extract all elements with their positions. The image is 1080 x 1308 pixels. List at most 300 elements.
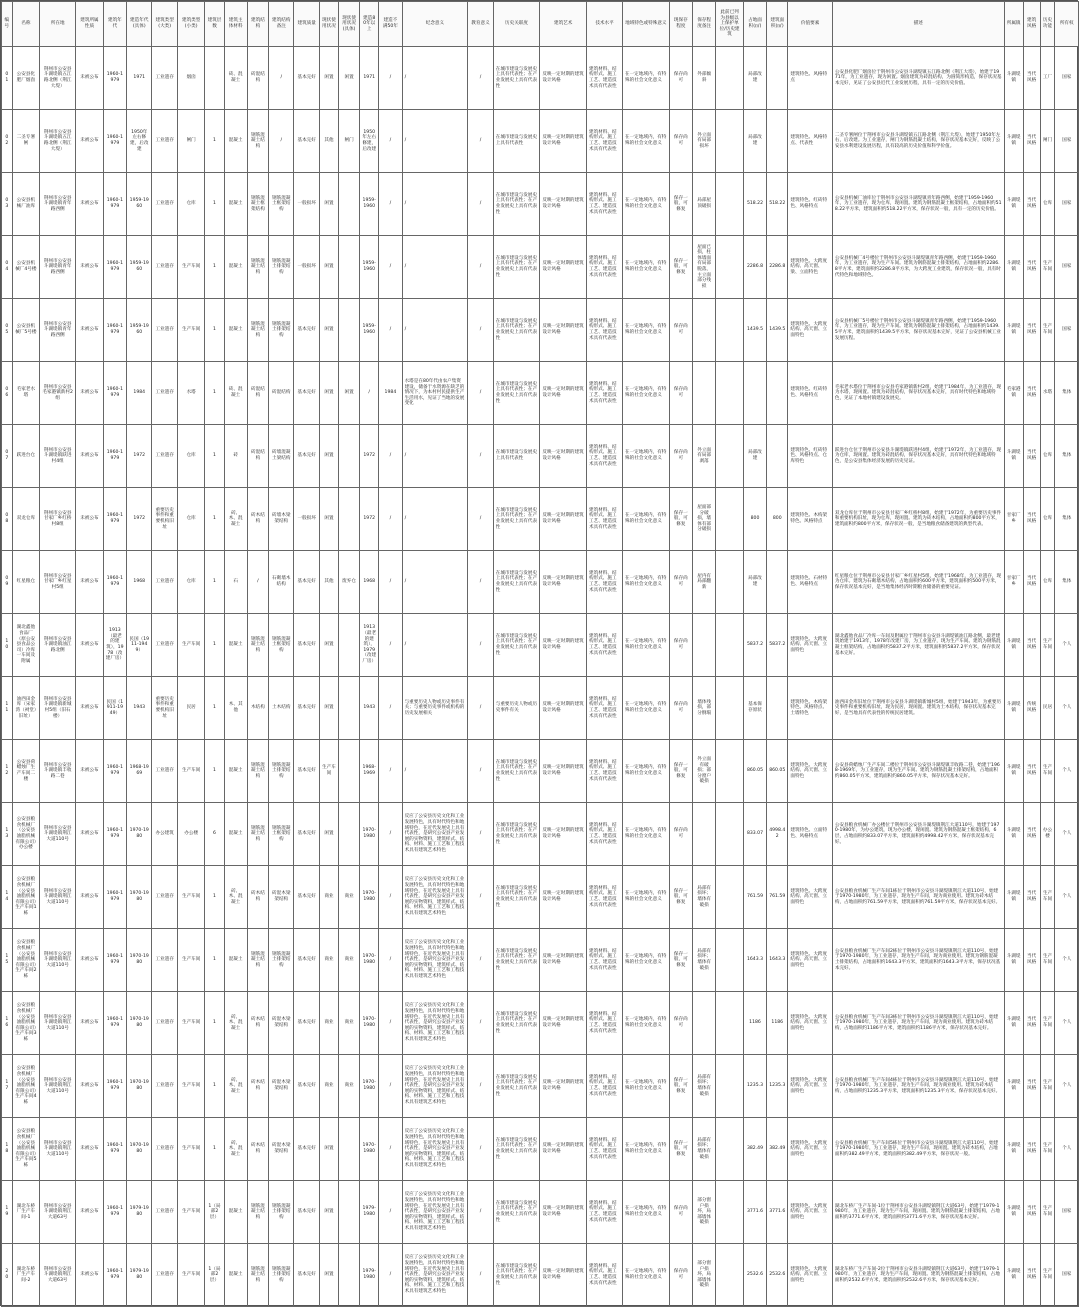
cell-orig[interactable]: 工业遗存 (152, 236, 177, 299)
cell-land[interactable]: 局部改建 (743, 47, 766, 110)
cell-cur[interactable]: 生产车间 (177, 236, 205, 299)
cell-era[interactable]: 1960-1979 (103, 173, 126, 236)
cell-style[interactable]: 当代风格 (1023, 1055, 1040, 1118)
cell-hist[interactable]: 在城市建设与发展史上具有代表性；在产业发展史上具有代表性 (493, 1244, 540, 1307)
cell-util[interactable] (716, 929, 744, 992)
cell-strn[interactable]: 钢筋混凝土排架结构 (269, 929, 294, 992)
cell-own[interactable]: 个人 (1055, 614, 1079, 677)
cell-no[interactable]: 07 (2, 425, 13, 488)
column-header[interactable]: 所属镇 (1004, 2, 1023, 47)
cell-orig[interactable]: 工业遗存 (152, 992, 177, 1055)
cell-usest[interactable] (338, 1244, 359, 1307)
cell-no[interactable]: 02 (2, 110, 13, 173)
cell-orig[interactable]: 工业遗存 (152, 425, 177, 488)
cell-reg[interactable]: 在一定地域内，有特殊的社会文化意义 (623, 1181, 670, 1244)
cell-util[interactable] (716, 866, 744, 929)
cell-tech[interactable]: 建筑材料、结构形式、施工工艺、建造技术具有代表性 (587, 614, 623, 677)
cell-evt[interactable]: 反应了公安县历史文化和工业发展特色，具有时代特色和地域特色，在近代发展史上具有代表性，是研究公安县产业发展的实物资料，建筑样式、结构、材料、施工工艺和工程技术具有建筑艺术特色 (402, 1244, 468, 1307)
cell-land[interactable]: 382.49 (743, 1118, 766, 1181)
cell-type[interactable]: 未被公布 (76, 362, 104, 425)
cell-tech[interactable]: 建筑材料、结构形式、施工工艺、建造技术具有代表性 (587, 1244, 623, 1307)
cell-art[interactable]: 反映一定时期的建筑设计风格 (540, 1055, 587, 1118)
cell-cnt[interactable]: 1（局部2层） (205, 1181, 224, 1244)
cell-tech[interactable]: 建筑材料、结构形式、施工工艺、建造技术具有代表性 (587, 551, 623, 614)
cell-desc[interactable]: 跃进台仓位于荆州市公安县斗湖堤镇跃进村4组，始建于1972年，为工业遗存，现为仓库，现闲置。建筑为砖混结构，保存状况基本完好，具有时代特色和地域特色，是公安县集体经济发展的历史见证。 (832, 425, 1004, 488)
cell-style[interactable]: 当代风格 (1023, 866, 1040, 929)
cell-strn[interactable]: 砖墙混凝土梁结构 (269, 425, 294, 488)
cell-util[interactable] (716, 1181, 744, 1244)
cell-year[interactable]: 1968-1969 (127, 740, 152, 803)
cell-own[interactable]: 国家 (1055, 110, 1079, 173)
column-header[interactable]: 现状使用状况(具体) (338, 2, 359, 47)
cell-loc[interactable]: 荆州市公安县斗湖堤镇青年路西侧 (40, 299, 76, 362)
cell-land[interactable]: 3771.6 (743, 1181, 766, 1244)
cell-usest[interactable]: 商业 (338, 866, 359, 929)
cell-era[interactable]: 1960-1979 (103, 362, 126, 425)
cell-str[interactable]: 砖混结构 (247, 47, 268, 110)
cell-evt[interactable]: / (402, 551, 468, 614)
cell-style[interactable]: 传统风格 (1023, 677, 1040, 740)
cell-util[interactable] (716, 362, 744, 425)
cell-orig[interactable]: 工业遗存 (152, 110, 177, 173)
cell-own[interactable]: 个人 (1055, 866, 1079, 929)
cell-evt[interactable]: 反应了公安县历史文化和工业发展特色，具有时代特色和地域特色，在近代发展史上具有代表性，是研究公安县产业发展的实物资料，建筑样式、结构、材料、施工工艺和工程技术具有建筑艺术特色 (402, 1055, 468, 1118)
cell-cnt[interactable]: 1 (205, 362, 224, 425)
cell-land[interactable]: 2286.8 (743, 236, 766, 299)
cell-use[interactable]: 闲置 (319, 362, 338, 425)
cell-qual[interactable]: 基本完好 (294, 110, 319, 173)
cell-reg[interactable]: 在一定地域内，有特殊的社会文化意义 (623, 992, 670, 1055)
cell-reg[interactable]: 在一定地域内，有特殊的社会文化意义 (623, 236, 670, 299)
cell-usest[interactable] (338, 740, 359, 803)
cell-cnt[interactable]: 1 (205, 929, 224, 992)
cell-val[interactable]: 建筑特色、大跨度结构、高天窗、立面特色 (788, 866, 833, 929)
cell-b80[interactable]: 1972 (360, 488, 379, 551)
column-header[interactable]: 历史功能 (1040, 2, 1055, 47)
cell-prot[interactable]: 部分窗户损坏，局部墙体破损 (692, 1181, 715, 1244)
cell-town[interactable]: 斗湖堤镇 (1004, 803, 1023, 866)
table-row[interactable] (2, 992, 1079, 1055)
cell-a50[interactable]: / (379, 488, 402, 551)
cell-a50[interactable]: / (379, 236, 402, 299)
cell-util[interactable] (716, 173, 744, 236)
cell-cnt[interactable]: 1 (205, 740, 224, 803)
cell-type[interactable]: 未被公布 (76, 173, 104, 236)
cell-year[interactable]: 1984 (127, 362, 152, 425)
cell-prot[interactable]: 部分窗户损坏，局部墙体破损 (692, 1244, 715, 1307)
cell-edu[interactable]: / (468, 1118, 493, 1181)
cell-edu[interactable]: / (468, 992, 493, 1055)
cell-style[interactable]: 当代风格 (1023, 1118, 1040, 1181)
column-header[interactable]: 建筑年代 (103, 2, 126, 47)
column-header[interactable]: 此前已列为县级以上保护单位/历史建筑 (716, 2, 744, 47)
cell-orig[interactable]: 工业遗存 (152, 1244, 177, 1307)
cell-desc[interactable]: 公安县机械厂5号楼位于荆州市公安县斗湖堤镇青年路西侧，始建于1959-1960年，为工业遗存，现为生产车间。建筑为钢筋混凝土排架结构，占地面积约1439.5平方米，建筑面积约1439.5平方米，保存状况基本完好，见证了公安县机械工业发展历程。 (832, 299, 1004, 362)
cell-year[interactable]: 1959-1960 (127, 173, 152, 236)
cell-edu[interactable]: / (468, 425, 493, 488)
cell-reg[interactable]: 在一定地域内，有特殊的社会文化意义 (623, 929, 670, 992)
cell-own[interactable]: 集体 (1055, 362, 1079, 425)
cell-val[interactable]: 建筑特色、立面特色、风格特点 (788, 803, 833, 866)
cell-qual[interactable]: 基本完好 (294, 1244, 319, 1307)
cell-util[interactable] (716, 488, 744, 551)
cell-town[interactable]: 斗湖堤镇 (1004, 299, 1023, 362)
cell-util[interactable] (716, 110, 744, 173)
cell-func[interactable]: 办公楼 (1040, 803, 1055, 866)
cell-reg[interactable]: 在一定地域内，有特殊的社会文化意义 (623, 1118, 670, 1181)
cell-name[interactable]: 红星粮仓 (12, 551, 40, 614)
cell-prot[interactable] (692, 614, 715, 677)
cell-edu[interactable]: / (468, 1181, 493, 1244)
cell-a50[interactable]: / (379, 551, 402, 614)
cell-strn[interactable]: 砖混木梁架结构 (269, 1118, 294, 1181)
cell-cnt[interactable]: 1 (205, 173, 224, 236)
cell-util[interactable] (716, 425, 744, 488)
cell-str[interactable]: 砖木结构 (247, 866, 268, 929)
table-row[interactable] (2, 803, 1079, 866)
cell-use[interactable]: 闲置 (319, 425, 338, 488)
cell-cur[interactable]: 烟囱 (177, 47, 205, 110)
cell-desc[interactable]: 油西田金库旧址位于荆州市公安县斗湖堤镇新城村5组，始建于1943年，为重要历史事件和重要机构旧址，现为民居，现闲置。建筑为土木结构，保存状况基本完好，是当地具有代表性的传统民居建筑。 (832, 677, 1004, 740)
cell-cnt[interactable]: 1 (205, 551, 224, 614)
cell-state[interactable]: 保存尚可 (669, 1244, 692, 1307)
cell-b80[interactable]: 1968 (360, 551, 379, 614)
cell-era[interactable]: 1960-1979 (103, 1118, 126, 1181)
cell-str[interactable]: 钢筋混凝土结构 (247, 803, 268, 866)
cell-cnt[interactable]: 1（局部2层） (205, 1244, 224, 1307)
cell-cnt[interactable]: 1 (205, 488, 224, 551)
cell-str[interactable]: 钢筋混凝土结构 (247, 236, 268, 299)
cell-art[interactable]: 反映一定时期的建筑设计风格 (540, 47, 587, 110)
cell-orig[interactable]: 办公建筑 (152, 803, 177, 866)
table-row[interactable] (2, 236, 1079, 299)
cell-a50[interactable]: / (379, 929, 402, 992)
cell-land[interactable]: 局部改建 (743, 551, 766, 614)
cell-cur[interactable]: 生产车间 (177, 1244, 205, 1307)
column-header[interactable]: 建筑结构 (247, 2, 268, 47)
cell-reg[interactable]: 在一定地域内，有特殊的社会文化意义 (623, 1244, 670, 1307)
cell-use[interactable]: 闲置 (319, 236, 338, 299)
cell-val[interactable]: 建筑特色、大跨度结构、高天窗、立面特色 (788, 614, 833, 677)
cell-hist[interactable]: 在城市建设与发展史上具有代表性；在产业发展史上具有代表性 (493, 551, 540, 614)
cell-loc[interactable]: 荆州市公安县毛家港镇新村2组 (40, 362, 76, 425)
cell-style[interactable]: 当代风格 (1023, 47, 1040, 110)
cell-year[interactable]: 1972 (127, 488, 152, 551)
cell-state[interactable]: 保存尚可 (669, 110, 692, 173)
cell-no[interactable]: 08 (2, 488, 13, 551)
cell-barea[interactable] (767, 551, 788, 614)
cell-town[interactable]: 甘家厂乡 (1004, 488, 1023, 551)
cell-use[interactable]: 闲置 (319, 173, 338, 236)
cell-strn[interactable]: 钢筋混凝土框架结构 (269, 614, 294, 677)
cell-own[interactable]: 集体 (1055, 425, 1079, 488)
cell-own[interactable]: 国家 (1055, 236, 1079, 299)
cell-str[interactable]: 木结构 (247, 677, 268, 740)
cell-func[interactable]: 生产车间 (1040, 614, 1055, 677)
cell-loc[interactable]: 荆州市公安县斗湖堤镇五江路北侧（荆江大堤） (40, 110, 76, 173)
cell-name[interactable]: 湖北鑫他食品厂（原公安县食品公司）冷库一车间及附属 (12, 614, 40, 677)
cell-art[interactable]: 反映一定时期的建筑设计风格 (540, 614, 587, 677)
cell-cur[interactable]: 办公楼 (177, 803, 205, 866)
cell-era[interactable]: 1960-1979 (103, 929, 126, 992)
cell-tech[interactable]: 建筑材料、结构形式、施工工艺、建造技术具有代表性 (587, 992, 623, 1055)
cell-loc[interactable]: 荆州市公安县斗湖堤镇丰收路二巷 (40, 740, 76, 803)
cell-b80[interactable]: 1970-1980 (360, 929, 379, 992)
cell-loc[interactable]: 荆州市公安县斗湖堤镇荆江大道63号 (40, 1181, 76, 1244)
cell-str[interactable]: 砖木结构 (247, 488, 268, 551)
cell-no[interactable]: 15 (2, 929, 13, 992)
cell-desc[interactable]: 湖北车桥厂生产车间-2位于荆州市公安县斗湖堤镇荆江大道63号，始建于1979-1980年，为工业遗存，现为生产车间，现闲置。建筑为钢筋混凝土排架结构，占地面积约2532.6平方米，建筑面积约2532.6平方米，保存状况基本完好。 (832, 1244, 1004, 1307)
cell-usest[interactable]: 商业 (338, 1055, 359, 1118)
cell-name[interactable]: 公安县机械厂5号楼 (12, 299, 40, 362)
cell-type[interactable]: 未被公布 (76, 1118, 104, 1181)
cell-util[interactable] (716, 47, 744, 110)
cell-type[interactable]: 未被公布 (76, 425, 104, 488)
cell-desc[interactable]: 公安县粮食机械厂生产车间2栋位于荆州市公安县斗湖堤镇荆江大道110号，始建于1970-1980年，为工业遗存，现为生产车间，现为商业使用。建筑为钢筋混凝土排架结构，占地面积约1643.3平方米，建筑面积约1643.3平方米，保存状况基本完好。 (832, 929, 1004, 992)
cell-mat[interactable]: 混凝土 (224, 299, 247, 362)
cell-land[interactable] (743, 362, 766, 425)
cell-art[interactable]: 反映一定时期的建筑设计风格 (540, 740, 587, 803)
cell-orig[interactable]: 工业遗存 (152, 299, 177, 362)
cell-type[interactable]: 未被公布 (76, 929, 104, 992)
cell-val[interactable]: 建筑特色、大跨度结构、高天窗、立面特色 (788, 1181, 833, 1244)
cell-loc[interactable]: 荆州市公安县斗湖堤镇新城村5组（旧石楼） (40, 677, 76, 740)
cell-art[interactable]: 反映一定时期的建筑设计风格 (540, 1118, 587, 1181)
table-row[interactable] (2, 488, 1079, 551)
cell-loc[interactable]: 荆州市公安县斗湖堤镇荆江大道110号 (40, 866, 76, 929)
cell-val[interactable]: 建筑特色、大跨度结构、高天窗、立面特色 (788, 1118, 833, 1181)
cell-a50[interactable]: / (379, 866, 402, 929)
cell-mat[interactable]: 混凝土 (224, 614, 247, 677)
cell-evt[interactable]: / (402, 299, 468, 362)
cell-reg[interactable]: 在一定地域内，有特殊的社会文化意义 (623, 299, 670, 362)
cell-own[interactable]: 个人 (1055, 1118, 1079, 1181)
cell-usest[interactable] (338, 803, 359, 866)
cell-type[interactable]: 未被公布 (76, 1055, 104, 1118)
cell-tech[interactable]: 建筑材料、结构形式、施工工艺、建造技术具有代表性 (587, 488, 623, 551)
cell-use[interactable]: 闲置 (319, 1244, 338, 1307)
cell-state[interactable]: 保存一般，可修复 (669, 1055, 692, 1118)
cell-era[interactable]: 1960-1979 (103, 47, 126, 110)
cell-use[interactable]: 商业 (319, 929, 338, 992)
cell-no[interactable]: 19 (2, 1181, 13, 1244)
cell-usest[interactable] (338, 488, 359, 551)
cell-name[interactable]: 公安县机械厂4号楼 (12, 236, 40, 299)
cell-land[interactable]: 1439.5 (743, 299, 766, 362)
cell-qual[interactable]: 基本完好 (294, 677, 319, 740)
cell-hist[interactable]: 在城市建设与发展史上具有代表性；在产业发展史上具有代表性 (493, 992, 540, 1055)
cell-strn[interactable]: 砖混木梁架结构 (269, 866, 294, 929)
cell-evt[interactable]: 反应了公安县历史文化和工业发展特色，具有时代特色和地域特色，在近代发展史上具有代表性，是研究公安县产业发展的实物资料，建筑样式、结构、材料、施工工艺和工程技术具有建筑艺术特色 (402, 1181, 468, 1244)
cell-usest[interactable] (338, 1181, 359, 1244)
cell-evt[interactable]: / (402, 425, 468, 488)
cell-evt[interactable]: 水塔是在80年代由农户集资建设，储备于水资源在缺乏的情况下，为本村村民提供生产生活用水，见证了当地的发展变化 (402, 362, 468, 425)
cell-evt[interactable]: / (402, 614, 468, 677)
cell-str[interactable]: 钢筋混凝土结构 (247, 929, 268, 992)
cell-desc[interactable]: 湖北鑫他食品厂冷库一车间及附属位于荆州市公安县斗湖堤镇油江路北侧，最老建筑始建于1913年，1978年改建厂房，为工业遗存，现为生产车间。建筑为钢筋混凝土框架结构，占地面积约5837.2平方米，建筑面积约5837.2平方米，保存状况基本完好。 (832, 614, 1004, 677)
table-row[interactable] (2, 1055, 1079, 1118)
cell-tech[interactable]: 建筑材料、结构形式、施工工艺、建造技术具有代表性 (587, 740, 623, 803)
cell-prot[interactable]: 墙体残损，部分倒塌 (692, 677, 715, 740)
cell-loc[interactable]: 荆州市公安县斗湖堤镇荆江大道110号 (40, 1118, 76, 1181)
cell-own[interactable]: 国家 (1055, 1181, 1079, 1244)
cell-year[interactable]: 1959-1960 (127, 236, 152, 299)
cell-loc[interactable]: 荆州市公安县斗湖堤镇五江路北侧（荆江大堤） (40, 47, 76, 110)
cell-art[interactable]: 反映一定时期的建筑设计风格 (540, 173, 587, 236)
cell-style[interactable]: 当代风格 (1023, 425, 1040, 488)
cell-func[interactable]: 生产车间 (1040, 1055, 1055, 1118)
cell-util[interactable] (716, 803, 744, 866)
cell-func[interactable]: 闸门 (1040, 110, 1055, 173)
cell-b80[interactable]: / (360, 362, 379, 425)
cell-edu[interactable]: / (468, 614, 493, 677)
cell-mat[interactable]: 混凝土 (224, 929, 247, 992)
cell-orig[interactable]: 工业遗存 (152, 362, 177, 425)
cell-reg[interactable]: 在一定地域内，有特殊的社会文化意义 (623, 47, 670, 110)
table-row[interactable] (2, 929, 1079, 992)
cell-town[interactable]: 斗湖堤镇 (1004, 677, 1023, 740)
cell-usest[interactable] (338, 614, 359, 677)
cell-cur[interactable]: 仓库 (177, 173, 205, 236)
cell-edu[interactable]: / (468, 173, 493, 236)
cell-a50[interactable]: / (379, 173, 402, 236)
cell-desc[interactable]: 公安县化肥厂烟囱位于荆州市公安县斗湖堤镇五江路北侧（荆江大堤），始建于1971年，为工业遗存，现为闲置。烟囱建筑为砖混结构，为圆筒形构造，保存状况基本完好，见证了公安县近代工业发展历程，具有一定的历史价值。 (832, 47, 1004, 110)
cell-year[interactable]: 1979-1980 (127, 1181, 152, 1244)
cell-orig[interactable]: 工业遗存 (152, 1181, 177, 1244)
cell-b80[interactable]: 1968-1969 (360, 740, 379, 803)
table-row[interactable] (2, 299, 1079, 362)
cell-b80[interactable]: 1970-1980 (360, 1118, 379, 1181)
cell-func[interactable]: 仓库 (1040, 425, 1055, 488)
cell-mat[interactable]: 砖、混凝土 (224, 362, 247, 425)
cell-use[interactable]: 商业 (319, 866, 338, 929)
cell-barea[interactable]: 800 (767, 488, 788, 551)
cell-reg[interactable]: 在一定地域内，有特殊的社会文化意义 (623, 740, 670, 803)
cell-func[interactable]: 仓库 (1040, 488, 1055, 551)
cell-a50[interactable]: / (379, 1055, 402, 1118)
cell-own[interactable]: 集体 (1055, 488, 1079, 551)
cell-hist[interactable]: 在城市建设与发展史上具有代表性；在产业发展史上具有代表性 (493, 614, 540, 677)
table-row[interactable] (2, 866, 1079, 929)
cell-edu[interactable]: / (468, 236, 493, 299)
cell-mat[interactable]: 砖、混凝土 (224, 47, 247, 110)
cell-b80[interactable]: 1970-1980 (360, 866, 379, 929)
column-header[interactable]: 所有权 (1055, 2, 1079, 47)
cell-usest[interactable]: 废弃仓 (338, 551, 359, 614)
cell-cur[interactable]: 民居 (177, 677, 205, 740)
cell-tech[interactable]: 建筑材料、结构形式、施工工艺、建造技术具有代表性 (587, 47, 623, 110)
cell-usest[interactable] (338, 677, 359, 740)
cell-state[interactable]: 保存尚可 (669, 1181, 692, 1244)
cell-year[interactable]: 民国（1911-1949） (127, 614, 152, 677)
cell-qual[interactable]: 基本完好 (294, 929, 319, 992)
cell-barea[interactable] (767, 677, 788, 740)
cell-evt[interactable]: / (402, 236, 468, 299)
cell-use[interactable]: 闲置 (319, 614, 338, 677)
cell-mat[interactable]: 砖、木、混凝土 (224, 992, 247, 1055)
cell-own[interactable]: 集体 (1055, 551, 1079, 614)
cell-edu[interactable]: / (468, 299, 493, 362)
cell-loc[interactable]: 荆州市公安县斗湖堤镇荆江大道110号 (40, 803, 76, 866)
cell-use[interactable]: 闲置 (319, 677, 338, 740)
cell-town[interactable]: 斗湖堤镇 (1004, 929, 1023, 992)
cell-func[interactable]: 生产车间 (1040, 236, 1055, 299)
cell-val[interactable]: 建筑特色、大跨度结构、高天窗、立面特色 (788, 1244, 833, 1307)
cell-util[interactable] (716, 299, 744, 362)
cell-desc[interactable]: 公安县粮食机械厂生产车间4栋位于荆州市公安县斗湖堤镇荆江大道110号，始建于1970-1980年，为工业遗存，现为生产车间，现为商业使用。建筑为砖木结构，占地面积约1235.3平方米，建筑面积约1235.3平方米，保存状况基本完好。 (832, 1055, 1004, 1118)
cell-prot[interactable] (692, 992, 715, 1055)
cell-barea[interactable]: 1235.3 (767, 1055, 788, 1118)
cell-own[interactable]: 国家 (1055, 299, 1079, 362)
cell-b80[interactable]: 1959-1960 (360, 173, 379, 236)
cell-barea[interactable]: 4998.42 (767, 803, 788, 866)
cell-mat[interactable]: 混凝土 (224, 740, 247, 803)
cell-a50[interactable]: / (379, 614, 402, 677)
cell-no[interactable]: 12 (2, 740, 13, 803)
cell-art[interactable]: 反映一定时期的建筑设计风格 (540, 866, 587, 929)
cell-cur[interactable]: 生产车间 (177, 1181, 205, 1244)
cell-town[interactable]: 斗湖堤镇 (1004, 992, 1023, 1055)
cell-loc[interactable]: 荆州市公安县斗湖堤镇荆江大道110号 (40, 929, 76, 992)
cell-era[interactable]: 1960-1979 (103, 299, 126, 362)
cell-str[interactable]: / (247, 551, 268, 614)
cell-name[interactable]: 公安县粮食机械厂（公安县油脂机械有限公司）生产车间4栋 (12, 1055, 40, 1118)
cell-val[interactable]: 建筑特色、风格特点、代表性 (788, 110, 833, 173)
cell-own[interactable]: 个人 (1055, 740, 1079, 803)
cell-style[interactable]: 当代风格 (1023, 173, 1040, 236)
cell-town[interactable]: 斗湖堤镇 (1004, 1181, 1023, 1244)
cell-barea[interactable]: 5837.2 (767, 614, 788, 677)
cell-qual[interactable]: 基本完好 (294, 1181, 319, 1244)
cell-type[interactable]: 未被公布 (76, 488, 104, 551)
cell-tech[interactable]: 建筑材料、结构形式、施工工艺、建造技术具有代表性 (587, 173, 623, 236)
cell-year[interactable]: 1979-1980 (127, 1244, 152, 1307)
cell-func[interactable]: 仓库 (1040, 551, 1055, 614)
cell-art[interactable]: 反映一定时期的建筑设计风格 (540, 929, 587, 992)
cell-a50[interactable]: / (379, 992, 402, 1055)
cell-art[interactable]: 反映一定时期的建筑设计风格 (540, 1181, 587, 1244)
cell-name[interactable]: 二圣专署闸 (12, 110, 40, 173)
cell-hist[interactable]: 在城市建设与发展史上具有代表性；在产业发展史上具有代表性 (493, 299, 540, 362)
cell-cur[interactable]: 生产车间 (177, 1055, 205, 1118)
cell-land[interactable]: 518.22 (743, 173, 766, 236)
cell-qual[interactable]: 基本完好 (294, 866, 319, 929)
cell-no[interactable]: 01 (2, 47, 13, 110)
cell-cnt[interactable] (205, 47, 224, 110)
cell-cnt[interactable]: 1 (205, 677, 224, 740)
cell-prot[interactable]: 外立面有破损；部分窗户破损 (692, 740, 715, 803)
cell-evt[interactable]: 与重要历史人物或历史事件有关；与重要历史事件或机构的历史发展相关 (402, 677, 468, 740)
cell-orig[interactable]: 重要历史事件和重要机构旧址 (152, 488, 177, 551)
cell-edu[interactable]: / (468, 740, 493, 803)
cell-desc[interactable]: 双龙仓库位于荆州市公安县甘家厂乡红桥村8组，始建于1972年，为重要历史事件和重要机构旧址，现为仓库，现闲置。建筑为砖木结构，占地面积约800平方米，建筑面积约800平方米，保存状况一般，是当地粮食储备建筑的典型代表。 (832, 488, 1004, 551)
cell-val[interactable]: 建筑特色、石材特色、风格特点 (788, 551, 833, 614)
cell-qual[interactable]: 基本完好 (294, 425, 319, 488)
cell-tech[interactable]: 建筑材料、结构形式、施工工艺、建造技术具有代表性 (587, 803, 623, 866)
cell-evt[interactable]: / (402, 47, 468, 110)
cell-land[interactable]: 1186 (743, 992, 766, 1055)
cell-val[interactable]: 建筑特色、红砖特色、风格特点 (788, 173, 833, 236)
column-header[interactable]: 建造不满50年 (379, 2, 402, 47)
column-header[interactable]: 地域特色或特殊意义 (623, 2, 670, 47)
cell-str[interactable]: 钢筋混凝土结构 (247, 110, 268, 173)
cell-year[interactable]: 1972 (127, 425, 152, 488)
cell-name[interactable]: 跃进台仓 (12, 425, 40, 488)
cell-orig[interactable]: 工业遗存 (152, 551, 177, 614)
cell-no[interactable]: 10 (2, 614, 13, 677)
cell-reg[interactable]: 在一定地域内，有特殊的社会文化意义 (623, 866, 670, 929)
cell-use[interactable]: 其他 (319, 110, 338, 173)
